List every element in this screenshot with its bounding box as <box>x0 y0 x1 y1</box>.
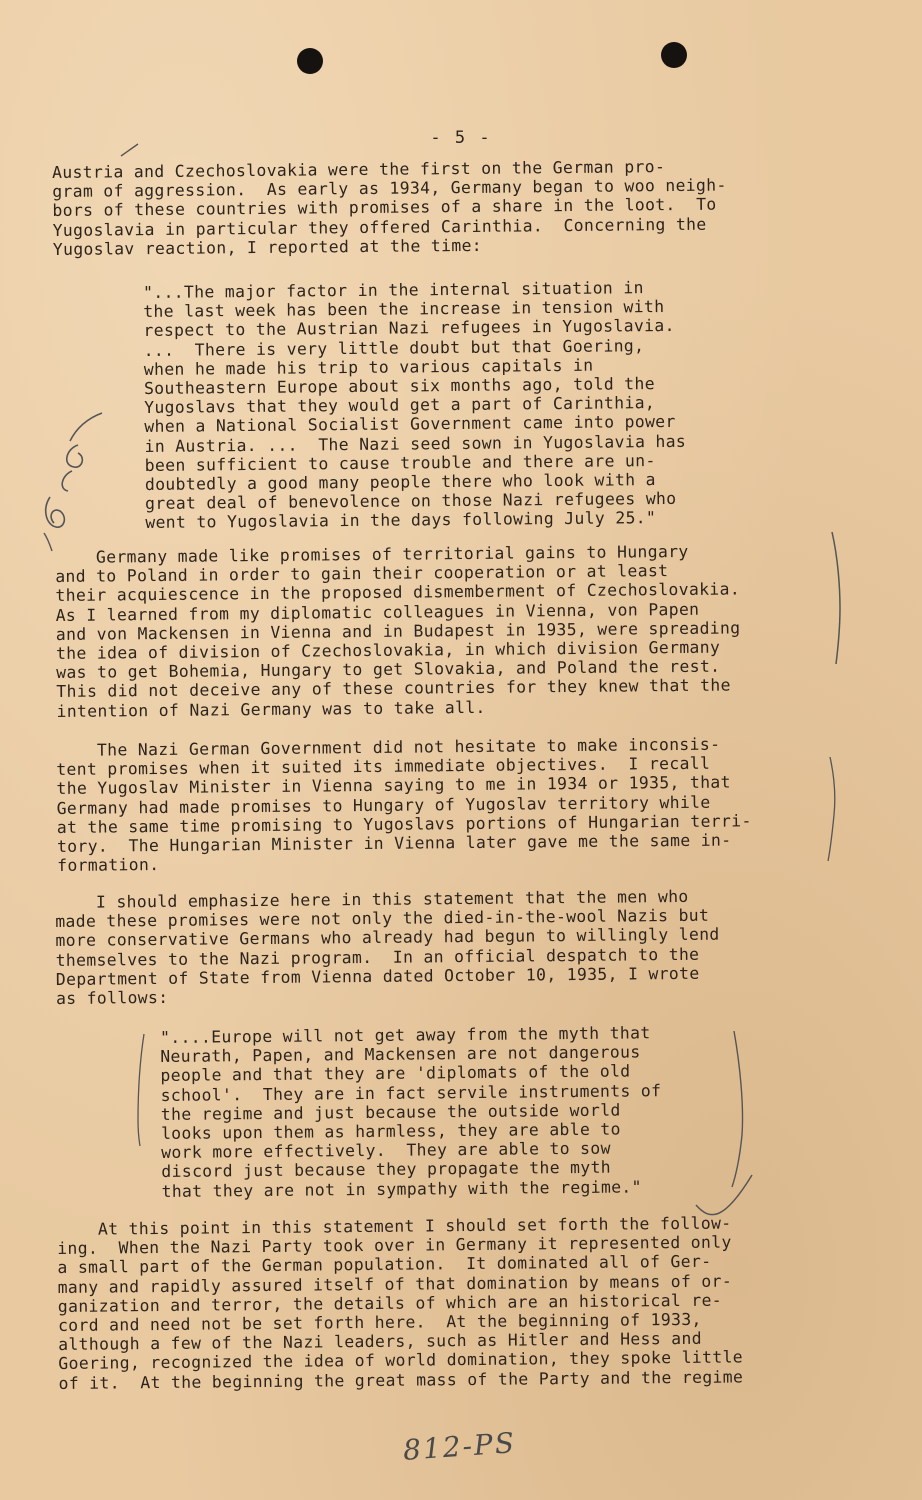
paragraph-4: I should emphasize here in this statement that the men who made these promises were not only the died-in-the-wool Nazis but more conservative Germans who already had begun to willingly lend themselves to the Nazi program. In an official despatch to the Department of State from Vienna dated October 10, 1935, I wrote as follows: <box>55 886 720 1009</box>
pencil-bracket-quote-left <box>132 1030 152 1150</box>
page-number: - 5 - <box>430 128 492 148</box>
paragraph-3: The Nazi German Government did not hesitate to make inconsis- tent promises when it suited its immediate objectives. I recall the Yugoslav Minister in Vienna saying to me in 1934 or 1935, that Germany had made promises to Hungary of Yugoslav territory while at the same time promising to Yugoslavs portions of Hungarian terri- tory. The Hungarian Minister in Vienna later gave me the same in- formation. <box>56 734 752 876</box>
block-quote-1: "...The major factor in the internal situation in the last week has been the increase in tension with respect to the Austrian Nazi refugees in Yugoslavia. ... There is very little doubt but that Goering, when he made his trip to various capitals in Southeastern Europe about six months ago, told the Yugoslavs that they would get a part of Carinthia, when a National Socialist Government came into power in Austria. ... The Nazi seed sown in Yugoslavia has been sufficient to cause trouble and there are un- doubtedly a good many people there who look with a great deal of benevolence on those Nazi refugees who went to Yugoslavia in the days following July 25." <box>143 278 687 533</box>
pencil-bracket-right-2 <box>820 755 844 865</box>
handwritten-document-number: 812-PS <box>401 1426 517 1467</box>
pencil-bracket-quote-right <box>690 1025 760 1225</box>
paragraph-1: Austria and Czechoslovakia were the first on the German pro- gram of aggression. As early as 1934, Germany began to woo neigh- bors of these countries with promises of a share in the loot. To Yugoslavia in particular they offered Carinthia. Concerning the Yugoslav reaction, I reported at the time: <box>52 157 727 259</box>
punch-hole-right <box>661 42 687 68</box>
punch-hole-left <box>297 48 323 74</box>
paragraph-2: Germany made like promises of territorial gains to Hungary and to Poland in order to gain their cooperation or at least their acquiescence in the proposed dismemberment of Czechoslovakia. As I learned from my diplomatic colleagues in Vienna, von Papen and von Mackensen in Vienna and in Budapest in 1935, were spreading the idea of division of Czechoslovakia, in which division Germany was to get Bohemia, Hungary to get Slovakia, and Poland the rest. This did not deceive any of these countries for they knew that the intention of Nazi Germany was to take all. <box>55 541 741 721</box>
block-quote-2: "....Europe will not get away from the myth that Neurath, Papen, and Mackensen are not dangerous people and that they are 'diplomats of the old school'. They are in fact servile instruments of the regime and just because the outside world looks upon them as harmless, they are able to work more effectively. They are able to sow discord just because they propagate the myth that they are not in sympathy with the regime." <box>160 1023 662 1201</box>
pencil-margin-scribble <box>28 405 108 555</box>
pencil-bracket-right-1 <box>826 528 850 668</box>
paragraph-5: At this point in this statement I should set forth the follow- ing. When the Nazi Party took over in Germany it represented only a small part of the German population. It dominated all of Ger- many and rapidly assured itself of that domination by means of or- ganization and terror, the details of which are an historical re- cord and need not be set forth here. At the beginning of 1933, although a few of the Nazi leaders, such as Hitler and Hess and Goering, recognized the idea of world domination, they spoke little of it. At the beginning the great mass of the Party and the regime <box>57 1213 744 1393</box>
